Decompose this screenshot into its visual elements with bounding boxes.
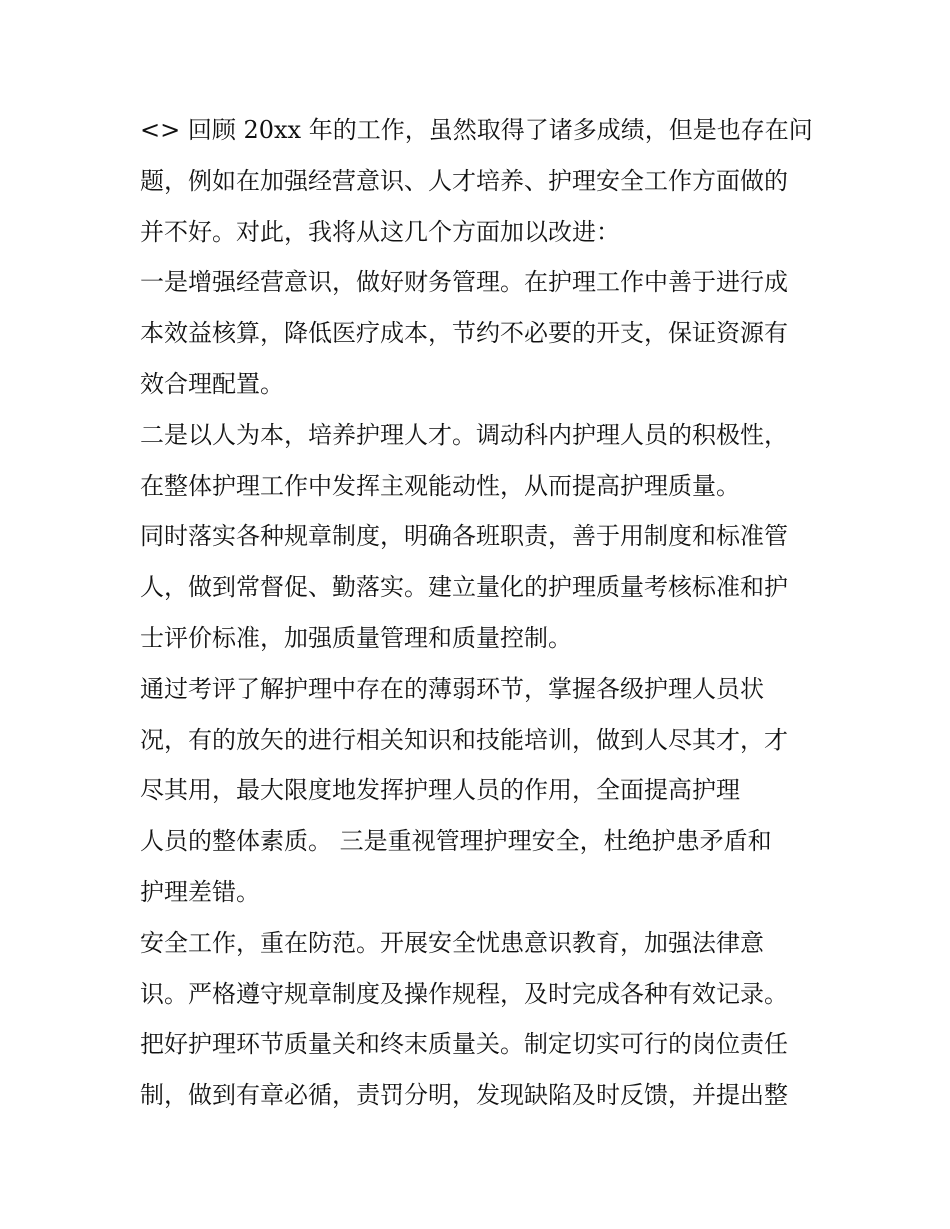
text-line: 制，做到有章必循，责罚分明，发现缺陷及时反馈，并提出整 bbox=[140, 1081, 788, 1110]
text-line: <> 回顾 20xx 年的工作，虽然取得了诸多成绩，但是也存在问 bbox=[140, 116, 813, 144]
text-line: 一是增强经营意识，做好财务管理。在护理工作中善于进行成 bbox=[140, 268, 788, 297]
text-line: 人员的整体素质。 三是重视管理护理安全，杜绝护患矛盾和 bbox=[140, 827, 772, 856]
text-line: 本效益核算，降低医疗成本，节约不必要的开支，保证资源有 bbox=[140, 319, 788, 348]
text-line: 尽其用，最大限度地发挥护理人员的作用，全面提高护理 bbox=[140, 776, 740, 805]
text-line: 在整体护理工作中发挥主观能动性，从而提高护理质量。 bbox=[140, 471, 740, 500]
text-line: 题，例如在加强经营意识、人才培养、护理安全工作方面做的 bbox=[140, 166, 788, 195]
text-line: 识。严格遵守规章制度及操作规程，及时完成各种有效记录。 bbox=[140, 979, 788, 1008]
text-line: 并不好。对此，我将从这几个方面加以改进： bbox=[140, 217, 620, 246]
text-line: 效合理配置。 bbox=[140, 369, 284, 398]
text-line: 二是以人为本，培养护理人才。调动科内护理人员的积极性， bbox=[140, 420, 788, 449]
text-line: 况，有的放矢的进行相关知识和技能培训，做到人尽其才，才 bbox=[140, 725, 788, 754]
text-line: 安全工作，重在防范。开展安全忧患意识教育，加强法律意 bbox=[140, 928, 764, 957]
text-line: 通过考评了解护理中存在的薄弱环节，掌握各级护理人员状 bbox=[140, 674, 764, 703]
text-line: 把好护理环节质量关和终末质量关。制定切实可行的岗位责任 bbox=[140, 1030, 788, 1059]
text-line: 士评价标准，加强质量管理和质量控制。 bbox=[140, 623, 572, 652]
text-line: 同时落实各种规章制度，明确各班职责，善于用制度和标准管 bbox=[140, 522, 788, 551]
text-line: 护理差错。 bbox=[140, 877, 260, 906]
text-line: 人，做到常督促、勤落实。建立量化的护理质量考核标准和护 bbox=[140, 573, 788, 602]
body-text bbox=[140, 105, 820, 1121]
